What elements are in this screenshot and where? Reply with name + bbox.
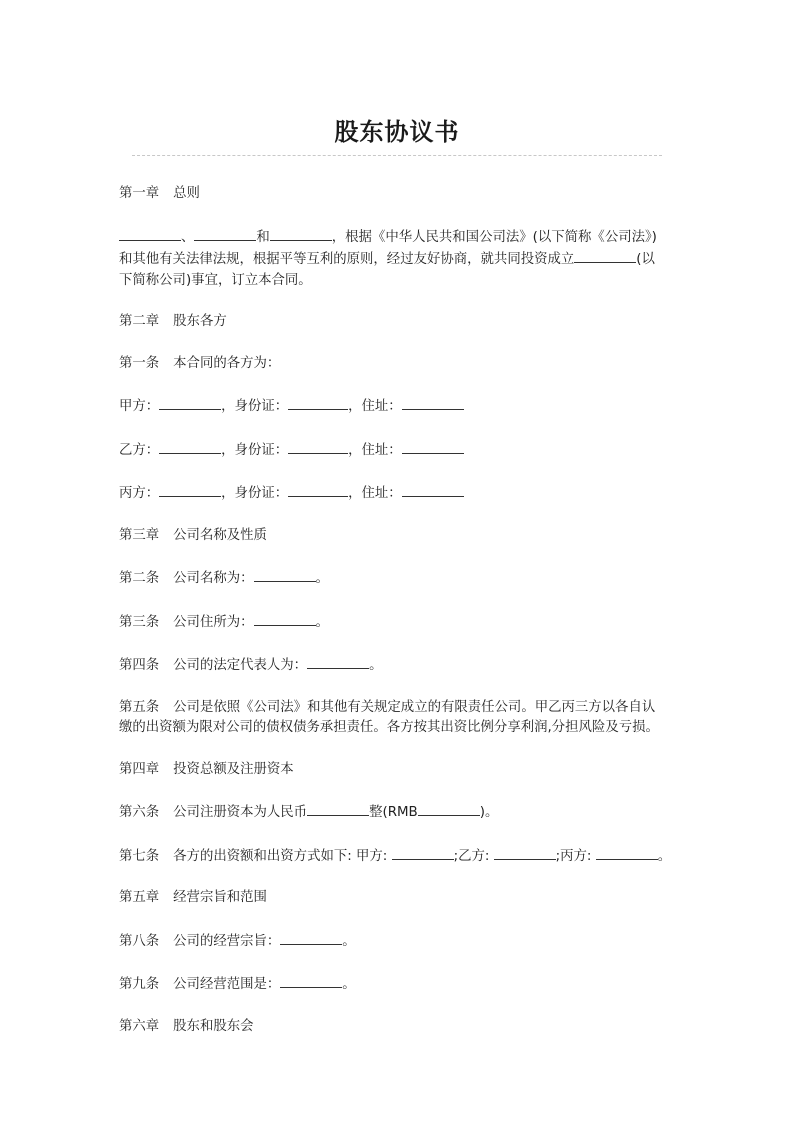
chapter-heading: 第六章 股东和股东会 [119, 1018, 254, 1034]
chapter-name: 总则 [173, 186, 200, 201]
article-line: 第六条 公司注册资本为人民币 整(RMB )。 [119, 801, 679, 824]
fill-blank[interactable] [280, 973, 342, 988]
party-line: 丙方： ，身份证： ，住址： [119, 482, 679, 505]
fill-blank[interactable] [392, 845, 454, 860]
article-line: 第七条 各方的出资额和出资方式如下: 甲方: ;乙方: ;丙方: 。 [119, 845, 679, 868]
fill-blank[interactable] [494, 845, 556, 860]
article-line: 第九条 公司经营范围是： 。 [119, 973, 679, 996]
chapter-number: 第一章 [119, 186, 160, 201]
fill-blank[interactable] [254, 611, 316, 626]
title-divider [132, 155, 662, 156]
fill-blank[interactable] [159, 395, 221, 410]
chapter-heading [119, 184, 679, 205]
fill-blank[interactable] [596, 845, 658, 860]
fill-blank[interactable] [402, 482, 464, 497]
document-body [119, 184, 679, 1037]
fill-blank[interactable] [288, 395, 348, 410]
fill-blank[interactable] [254, 567, 316, 582]
article-paragraph: 第五条 公司是依照《公司法》和其他有关规定成立的有限责任公司。甲乙丙三方以各自认 缴的出资额为限对公司的债权债务承担责任。各方按其出资比例分享利润,分担风险及亏损。 [119, 699, 659, 735]
fill-blank[interactable] [418, 801, 480, 816]
intro-paragraph: 、 和 ，根据《中华人民共和国公司法》(以下简称《公司法》) 和其他有关法律法规，根据平等互利的原则，经过友好协商，就共同投资成立 (以 下简称公司)事宜，订立本合同。 [119, 226, 679, 292]
chapter-heading: 第五章 经营宗旨和范围 [119, 890, 267, 905]
fill-blank[interactable] [119, 226, 181, 241]
fill-blank[interactable] [194, 226, 256, 241]
article-line: 第八条 公司的经营宗旨： 。 [119, 930, 679, 953]
fill-blank[interactable] [159, 482, 221, 497]
party-line: 甲方： ，身份证： ，住址： [119, 395, 679, 418]
fill-blank[interactable] [280, 930, 342, 945]
fill-blank[interactable] [159, 439, 221, 454]
article-line: 第三条 公司住所为： 。 [119, 611, 679, 634]
fill-blank[interactable] [574, 248, 636, 263]
fill-blank[interactable] [307, 654, 369, 669]
party-line: 乙方： ，身份证： ，住址： [119, 439, 679, 462]
document-title: 股东协议书 [334, 117, 460, 146]
article-line: 第二条 公司名称为： 。 [119, 567, 679, 590]
fill-blank[interactable] [288, 439, 348, 454]
fill-blank[interactable] [307, 801, 369, 816]
fill-blank[interactable] [402, 395, 464, 410]
article-line: 第一条 本合同的各方为： [119, 355, 281, 371]
chapter-heading: 第三章 公司名称及性质 [119, 527, 267, 543]
chapter-heading: 第四章 投资总额及注册资本 [119, 761, 294, 777]
fill-blank[interactable] [288, 482, 348, 497]
fill-blank[interactable] [270, 226, 332, 241]
chapter-heading: 第二章 股东各方 [119, 314, 227, 329]
fill-blank[interactable] [402, 439, 464, 454]
article-line: 第四条 公司的法定代表人为： 。 [119, 654, 679, 677]
